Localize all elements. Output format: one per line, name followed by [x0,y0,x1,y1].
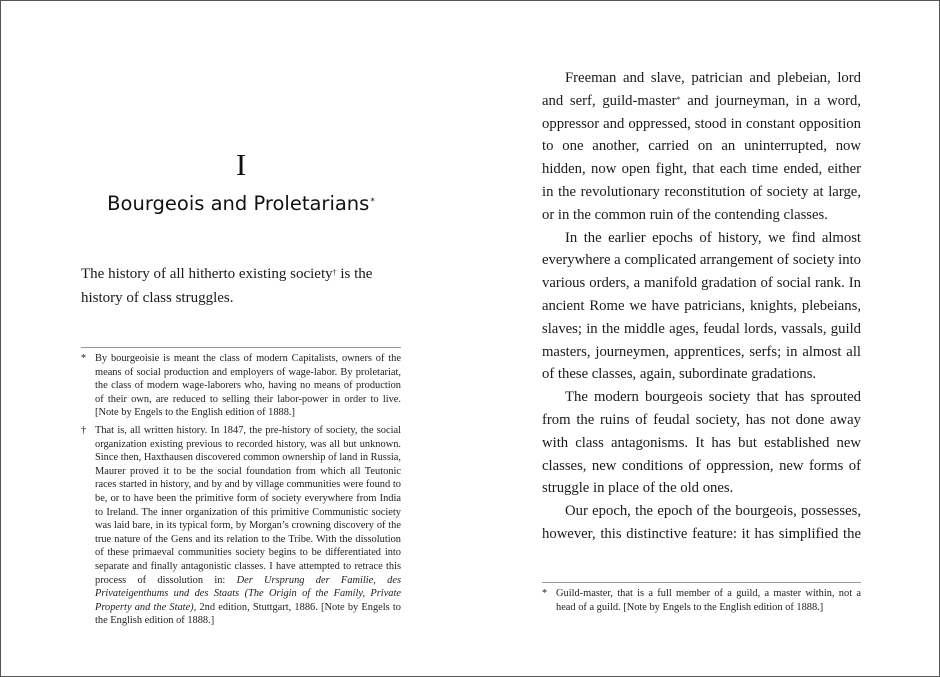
footnote-bourgeoisie [81,352,401,420]
footnote-text: By bourgeoisie is meant the class of modern Capitalists, owners of the means of social production and employers of wage-labor. By proletariat, the class of modern wage-laborers who, having no means of production of their own, are reduced to selling their labor-power in order to live. [Note by Engels to the English edition of 1888.] [95,353,401,419]
footnote-body [95,424,401,628]
footnote-guild-master [542,587,861,614]
right-footnotes [542,587,861,618]
left-page [1,1,471,676]
opening-sentence [81,262,401,310]
book-title-english: (The Origin of the Family, Private Property and the State) [95,588,401,613]
paragraph-1 [542,67,861,227]
opening-text-before: The history of all hitherto existing society [81,266,333,282]
footnote-symbol: * [81,353,87,364]
footnote-written-history [81,424,401,628]
paragraph-1-start: Freeman and slave, patrician and plebeian, lord and serf, guild-master [542,70,861,109]
paragraph-4: Our epoch, the epoch of the bourgeois, possesses, however, this distinctive feature: it has simplified the [542,503,861,542]
body-text [542,67,861,546]
left-footnote-rule [81,347,401,348]
chapter-title-text: Bourgeois and Proletarians [107,192,370,215]
footnote-text: That is, all written history. In 1847, the pre-history of society, the social organization existing previous to recorded history, was all but unknown. Since then, Haxthausen discovered common ownership of land in Russia, Maurer proved it to be the social foundation from which all Teutonic races started in history, and by and by village communities were found to be, or to have been the primitive form of society everywhere from India to Ireland. The inner organization of this primitive Communistic society was laid bare, in its typical form, by Morgan’s crowning discovery of the true nature of the Gens and its relation to the Tribe. With the dissolution of these primaeval communities society begins to be differentiated into separate and finally antagonistic classes. I have attempted to retrace this process of dissolution in: [95,424,401,586]
left-footnotes [81,352,401,632]
book-title-german: Der Ursprung der Familie, des Privateigenthums und des Staats [95,574,401,600]
right-footnote-rule [542,582,861,583]
paragraph-2: In the earlier epochs of history, we find almost everywhere a complicated arrangement of society into various orders, a manifold gradation of social rank. In ancient Rome we have patricians, knights, plebeians, slaves; in the middle ages, feudal lords, vassals, guild masters, journeymen, apprentices, serfs; in almost all of these classes, again, subordinate gradations. [542,229,861,383]
opening-footnote-mark[interactable]: † [332,268,337,277]
footnote-text-end: , 2nd edition, Stuttgart, 1886. [Note by Engels to the English edition of 1888.] [95,601,401,627]
chapter-number: I [235,147,247,182]
footnote-text: Guild-master, that is a full member of a guild, a master within, not a head of a guild. [Note by Engels to the English edition of 1888.] [556,588,861,613]
opening-text-after: is the history of class struggles. [81,266,373,306]
footnote-symbol: † [81,424,87,436]
footnote-symbol: * [542,588,548,599]
chapter-title-footnote-mark[interactable]: * [370,197,375,207]
right-page [471,1,939,676]
paragraph-1-rest: and journeyman, in a word, oppressor and oppressed, stood in constant opposition to one another, carried on an uninterrupted, now hidden, now open fight, that each time ended, either in the revolutionary reconstitution of society at large, or in the common ruin of the contending classes. [542,92,861,223]
guild-master-footnote-mark[interactable]: * [676,94,681,104]
chapter-title [81,191,401,217]
paragraph-3: The modern bourgeois society that has sprouted from the ruins of feudal society, has not done away with class antagonisms. It has but established new classes, new conditions of oppression, new forms of struggle in place of the old ones. [542,389,861,497]
